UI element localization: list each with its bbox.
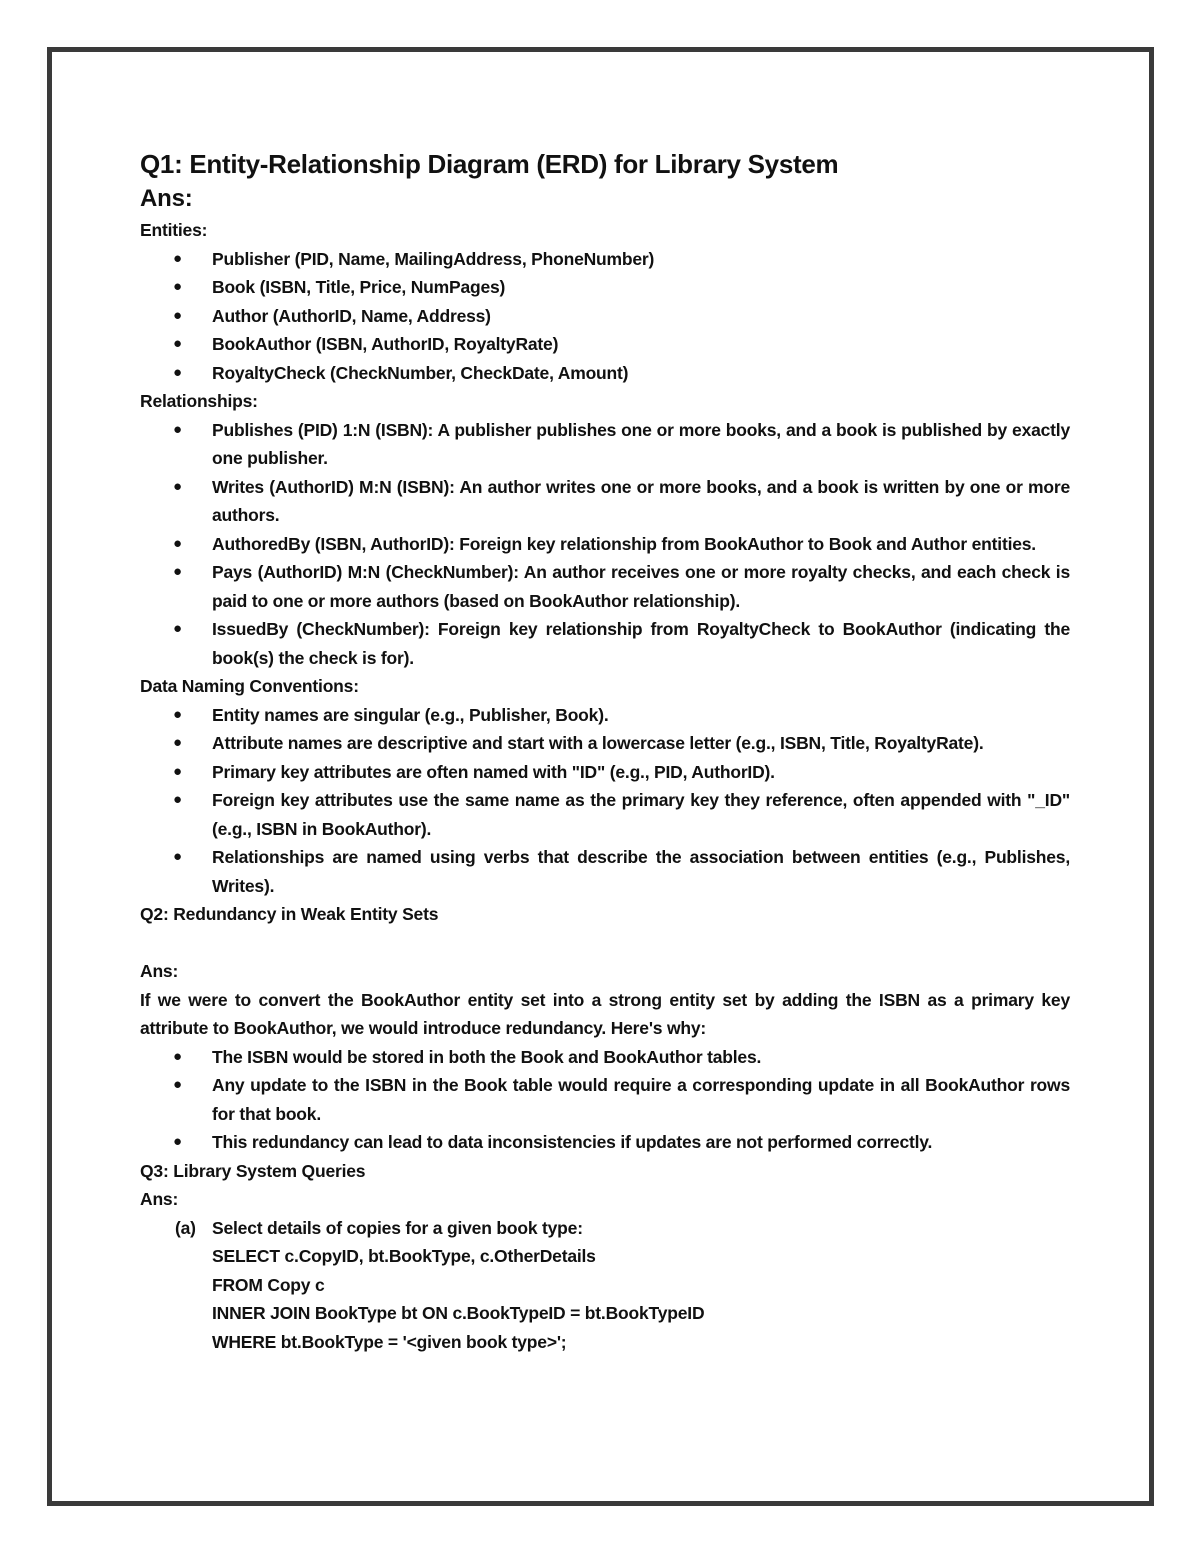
bullet-dot-icon: ● (173, 420, 182, 438)
bullet-dot-icon: ● (173, 249, 182, 267)
bullet-dot-icon: ● (173, 306, 182, 324)
bullet-dot-icon: ● (173, 791, 182, 808)
q3-item-a (140, 1214, 1070, 1357)
relationships-list (140, 416, 1070, 673)
bullet-dot-icon: ● (173, 705, 182, 723)
list-item: ● Publisher (PID, Name, MailingAddress, PhoneNumber) (140, 245, 1070, 274)
list-item: ● Pays (AuthorID) M:N (CheckNumber): An author receives one or more royalty checks, and each check is paid to one or more authors (based on BookAuthor relationship). (140, 558, 1070, 615)
list-item: ● The ISBN would be stored in both the Book and BookAuthor tables. (140, 1043, 1070, 1072)
list-item: ● Publishes (PID) 1:N (ISBN): A publisher publishes one or more books, and a book is published by exactly one publisher. (140, 416, 1070, 473)
q1-ans-label: Ans: (140, 185, 193, 212)
q3-ans-label: Ans: (140, 1189, 179, 1209)
sql-line: FROM Copy c (212, 1274, 325, 1295)
bullet-dot-icon: ● (173, 620, 182, 637)
list-item: ● This redundancy can lead to data inconsistencies if updates are not performed correctly. (140, 1128, 1070, 1157)
bullet-dot-icon: ● (173, 762, 182, 780)
bullet-dot-icon: ● (173, 363, 182, 381)
bullet-dot-icon: ● (173, 534, 182, 552)
item-a-label: (a) (175, 1217, 196, 1238)
q2-paragraph: If we were to convert the BookAuthor entity set into a strong entity set by adding the ISBN as a primary key attribute to BookAuthor, we would introduce redundancy. Here's why: (140, 989, 1070, 1038)
q2-points-list (140, 1043, 1070, 1157)
list-item: ● Writes (AuthorID) M:N (ISBN): An author writes one or more books, and a book is written by one or more authors. (140, 473, 1070, 530)
bullet-dot-icon: ● (173, 563, 182, 580)
list-item: ● Foreign key attributes use the same name as the primary key they reference, often appended with "_ID" (e.g., ISBN in BookAuthor). (140, 786, 1070, 843)
list-item: ● Any update to the ISBN in the Book table would require a corresponding update in all BookAuthor rows for that book. (140, 1071, 1070, 1128)
bullet-dot-icon: ● (173, 734, 182, 751)
bullet-dot-icon: ● (173, 477, 182, 495)
bullet-dot-icon: ● (173, 335, 182, 352)
bullet-dot-icon: ● (173, 1133, 182, 1150)
document-body (140, 146, 1070, 1356)
list-item: ● Author (AuthorID, Name, Address) (140, 302, 1070, 331)
list-item: ● Entity names are singular (e.g., Publisher, Book). (140, 701, 1070, 730)
q3-title: Q3: Library System Queries (140, 1160, 366, 1181)
bullet-dot-icon: ● (173, 278, 182, 295)
item-a-description: Select details of copies for a given book type: (212, 1217, 583, 1238)
sql-line: SELECT c.CopyID, bt.BookType, c.OtherDetails (212, 1246, 596, 1266)
relationships-heading: Relationships: (140, 391, 258, 411)
list-item: ● IssuedBy (CheckNumber): Foreign key relationship from RoyaltyCheck to BookAuthor (indicating the book(s) the check is for). (140, 615, 1070, 672)
sql-line: INNER JOIN BookType bt ON c.BookTypeID = bt.BookTypeID (212, 1303, 705, 1323)
naming-list (140, 701, 1070, 901)
bullet-dot-icon: ● (173, 1076, 182, 1093)
list-item: ● BookAuthor (ISBN, AuthorID, RoyaltyRate) (140, 330, 1070, 359)
list-item: ● Relationships are named using verbs that describe the association between entities (e.g., Publishes, Writes). (140, 843, 1070, 900)
bullet-dot-icon: ● (173, 848, 182, 865)
list-item: ● Primary key attributes are often named with "ID" (e.g., PID, AuthorID). (140, 758, 1070, 787)
list-item: ● Book (ISBN, Title, Price, NumPages) (140, 273, 1070, 302)
sql-line: WHERE bt.BookType = '<given book type>'; (212, 1331, 567, 1352)
q2-title: Q2: Redundancy in Weak Entity Sets (140, 904, 439, 924)
entities-list (140, 245, 1070, 388)
list-item: ● Attribute names are descriptive and start with a lowercase letter (e.g., ISBN, Title, RoyaltyRate). (140, 729, 1070, 758)
naming-heading: Data Naming Conventions: (140, 676, 359, 696)
q2-ans-label: Ans: (140, 961, 179, 981)
list-item: ● RoyaltyCheck (CheckNumber, CheckDate, Amount) (140, 359, 1070, 388)
bullet-dot-icon: ● (173, 1047, 182, 1065)
q1-title: Q1: Entity-Relationship Diagram (ERD) for Library System (140, 149, 839, 179)
list-item: ● AuthoredBy (ISBN, AuthorID): Foreign key relationship from BookAuthor to Book and Author entities. (140, 530, 1070, 559)
entities-heading: Entities: (140, 220, 208, 240)
spacer (140, 929, 1070, 958)
